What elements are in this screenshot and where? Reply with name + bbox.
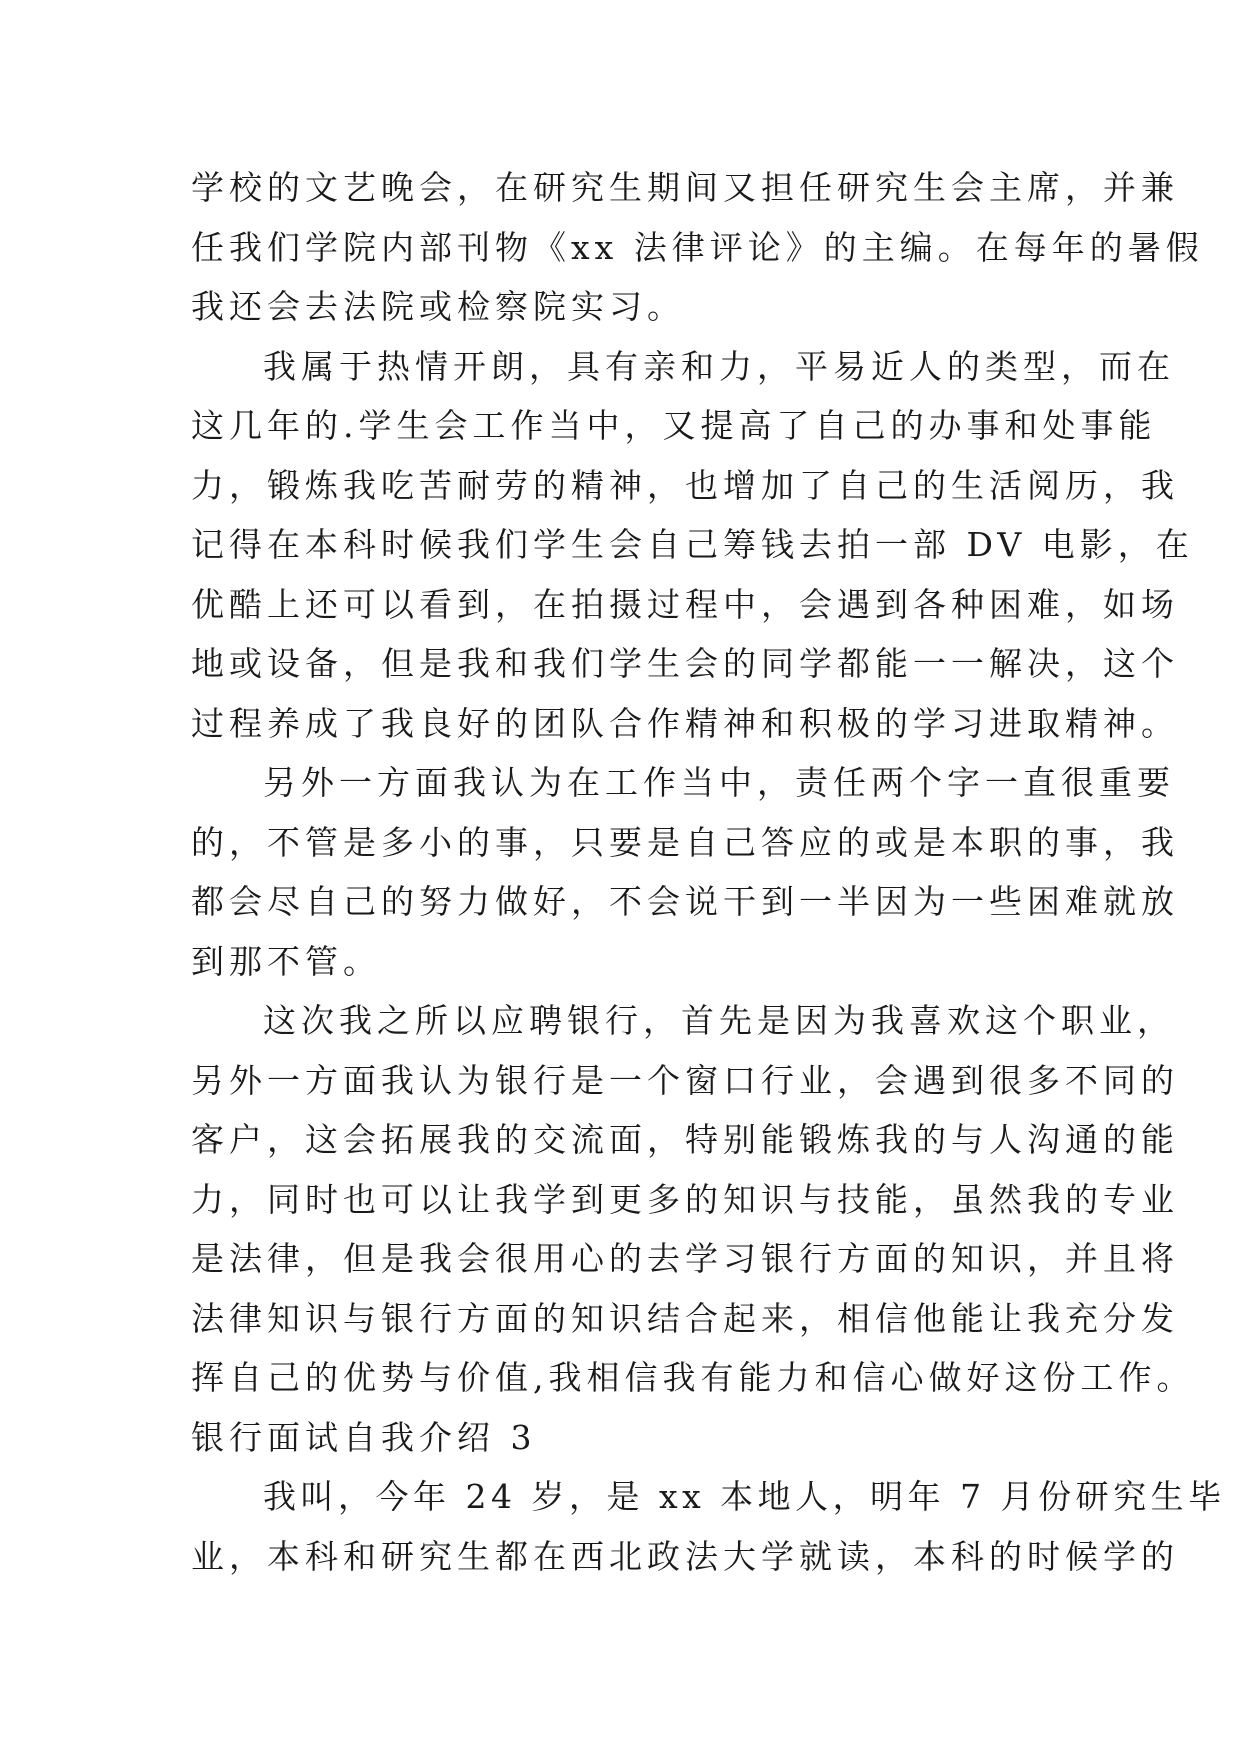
text-line: 地或设备，但是我和我们学生会的同学都能一一解决，这个 [191,644,1179,683]
text-line: 法律知识与银行方面的知识结合起来，相信他能让我充分发 [191,1298,1179,1338]
text-line: 都会尽自己的努力做好，不会说干到一半因为一些困难就放 [191,882,1179,921]
text-line: 是法律，但是我会很用心的去学习银行方面的知识，并且将 [191,1239,1179,1278]
text-line: 挥自己的优势与价值,我相信我有能力和信心做好这份工作。 [191,1358,1195,1397]
text-line: 到那不管。 [191,941,381,981]
text-line: 业，本科和研究生都在西北政法大学就读，本科的时候学的 [191,1536,1179,1576]
text-line: 我还会去法院或检察院实习。 [191,287,685,326]
text-line: 任我们学院内部刊物《xx 法律评论》的主编。在每年的暑假 [191,227,1204,267]
paragraph-first-line: 我属于热情开朗，具有亲和力，平易近人的类型，而在 [263,346,1175,386]
paragraph-first-line: 这次我之所以应聘银行，首先是因为我喜欢这个职业， [263,1001,1175,1040]
text-line: 另外一方面我认为银行是一个窗口行业，会遇到很多不同的 [191,1060,1179,1100]
text-line: 学校的文艺晚会，在研究生期间又担任研究生会主席，并兼 [191,168,1179,207]
text-line: 客户，这会拓展我的交流面，特别能锻炼我的与人沟通的能 [191,1120,1179,1159]
section-heading: 银行面试自我介绍 3 [191,1417,537,1457]
paragraph-first-line: 另外一方面我认为在工作当中，责任两个字一直很重要 [263,763,1175,802]
paragraph-first-line: 我叫，今年 24 岁，是 xx 本地人，明年 7 月份研究生毕 [263,1477,1226,1516]
document-body [191,158,1226,1586]
text-line: 这几年的.学生会工作当中，又提高了自己的办事和处事能 [191,406,1157,445]
text-line: 的，不管是多小的事，只要是自己答应的或是本职的事，我 [191,822,1179,862]
text-line: 力，同时也可以让我学到更多的知识与技能，虽然我的专业 [191,1179,1179,1219]
text-line: 优酷上还可以看到，在拍摄过程中，会遇到各种困难，如场 [191,584,1179,624]
text-line: 记得在本科时候我们学生会自己筹钱去拍一部 DV 电影，在 [191,525,1194,564]
text-line: 力，锻炼我吃苦耐劳的精神，也增加了自己的生活阅历，我 [191,465,1179,505]
text-line: 过程养成了我良好的团队合作精神和积极的学习进取精神。 [191,703,1179,743]
